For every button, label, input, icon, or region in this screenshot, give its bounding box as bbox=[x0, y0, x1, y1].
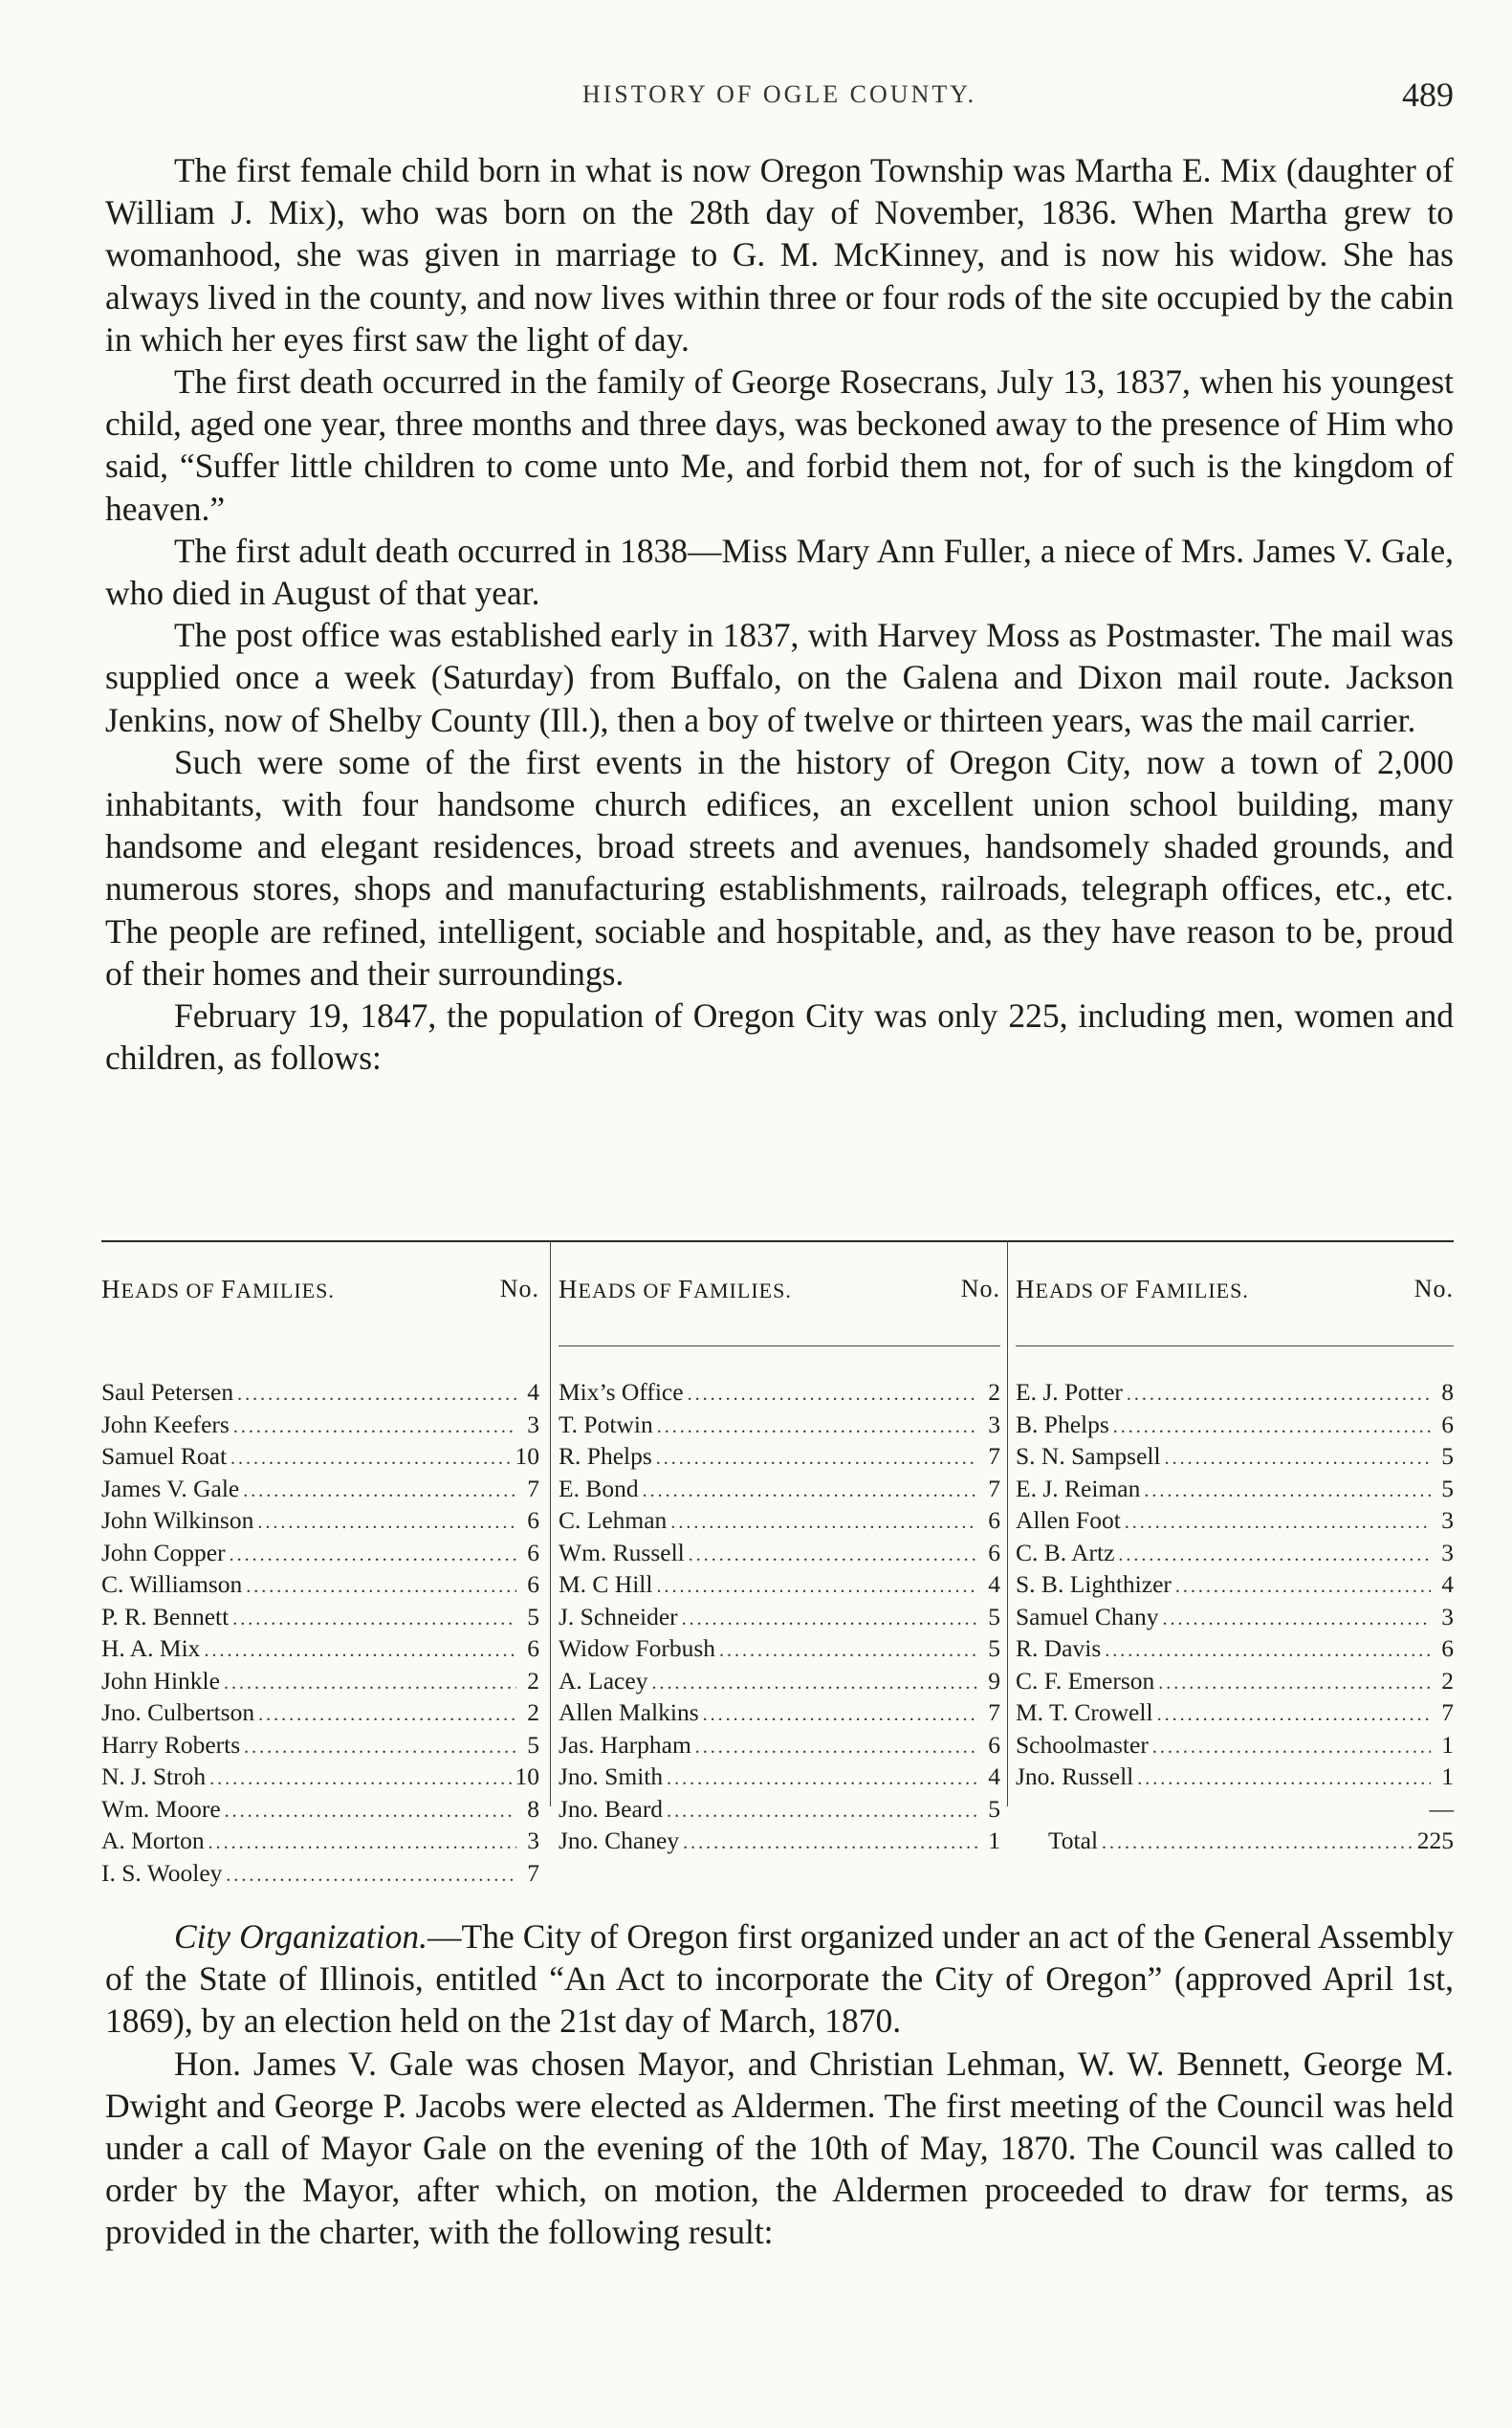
head-of-family: A. Morton bbox=[101, 1826, 205, 1854]
family-count: 3 bbox=[1441, 1506, 1454, 1534]
dot-leader bbox=[683, 1827, 977, 1860]
table-row bbox=[101, 1440, 539, 1473]
dot-leader bbox=[1152, 1732, 1431, 1764]
family-count: 5 bbox=[988, 1794, 1000, 1823]
dot-leader bbox=[1157, 1699, 1431, 1732]
table-top-rule bbox=[101, 1240, 1454, 1242]
paragraph-city-organization: City Organization.—The City of Oregon first organized under an act of the General Assembly of the State of Illinois, entitled “An Act to incorporate the City of Oregon” (approved April 1st, 1869), by an election held on the 21st day of March, 1870. bbox=[105, 1917, 1455, 2041]
dot-leader bbox=[1113, 1411, 1431, 1444]
family-count: 5 bbox=[1441, 1442, 1454, 1470]
table-row bbox=[101, 1857, 539, 1890]
table-row bbox=[1016, 1632, 1454, 1665]
dot-leader bbox=[657, 1411, 977, 1444]
dot-leader bbox=[224, 1668, 516, 1700]
family-count: 3 bbox=[1441, 1602, 1454, 1630]
table-row bbox=[559, 1601, 1000, 1633]
table-row bbox=[101, 1665, 539, 1697]
head-of-family: C. Williamson bbox=[101, 1570, 243, 1598]
column-header: HEADS OF FAMILIES. No. bbox=[1016, 1275, 1454, 1303]
dot-leader bbox=[703, 1699, 977, 1732]
dot-leader bbox=[656, 1443, 977, 1476]
table-row bbox=[559, 1376, 1000, 1409]
head-of-family: Wm. Russell bbox=[559, 1538, 685, 1566]
family-count: 2 bbox=[1441, 1666, 1454, 1695]
table-row bbox=[559, 1409, 1000, 1441]
family-count: 6 bbox=[527, 1506, 539, 1534]
header-rule bbox=[559, 1345, 1000, 1346]
family-count: 7 bbox=[988, 1474, 1000, 1502]
table-row bbox=[559, 1761, 1000, 1793]
running-head: HISTORY OF OGLE COUNTY. bbox=[581, 80, 977, 108]
table-row bbox=[101, 1825, 539, 1857]
head-of-family: A. Lacey bbox=[559, 1666, 648, 1695]
dot-leader bbox=[719, 1635, 977, 1668]
table-row bbox=[559, 1473, 1000, 1505]
head-of-family: Samuel Roat bbox=[101, 1442, 228, 1470]
no-label: No. bbox=[960, 1275, 1000, 1302]
family-count: 9 bbox=[988, 1666, 1000, 1695]
table-row bbox=[101, 1761, 539, 1793]
dot-leader bbox=[688, 1379, 977, 1411]
dot-leader bbox=[1105, 1635, 1431, 1668]
head-of-family: Allen Malkins bbox=[559, 1698, 699, 1726]
table-row bbox=[1016, 1601, 1454, 1633]
dot-leader bbox=[1118, 1540, 1431, 1572]
family-count: 6 bbox=[1441, 1634, 1454, 1662]
family-count: 3 bbox=[988, 1410, 1000, 1438]
family-count: 7 bbox=[988, 1442, 1000, 1470]
family-count: 2 bbox=[988, 1378, 1000, 1406]
family-count: 5 bbox=[988, 1634, 1000, 1662]
head-of-family: Wm. Moore bbox=[101, 1794, 221, 1823]
family-count: 10 bbox=[515, 1442, 539, 1470]
head-of-family: Mix’s Office bbox=[559, 1378, 684, 1406]
family-count: 3 bbox=[527, 1826, 539, 1854]
head-of-family: Jno. Culbertson bbox=[101, 1698, 255, 1726]
dot-leader bbox=[226, 1860, 516, 1892]
paragraph-post-office: The post office was established early in 1837, with Harvey Moss as Postmaster. The mail was supplied once a week (Saturday) from Buffalo, on the Galena and Dixon mail route. Jackson Jenkins, now of Shelby County (Ill.), then a boy of twelve or thirteen years, was the mail carrier. bbox=[105, 616, 1454, 739]
head-of-family: John Wilkinson bbox=[101, 1506, 254, 1534]
table-row bbox=[101, 1409, 539, 1441]
body-text bbox=[105, 149, 1454, 1079]
table-row bbox=[101, 1696, 539, 1729]
head-of-family: E. J. Potter bbox=[1016, 1378, 1123, 1406]
head-of-family: B. Phelps bbox=[1016, 1410, 1109, 1438]
table-row bbox=[559, 1440, 1000, 1473]
page-header bbox=[105, 75, 1454, 122]
total-row bbox=[1016, 1825, 1454, 1857]
head-of-family: P. R. Bennett bbox=[101, 1602, 230, 1630]
family-count: 6 bbox=[527, 1634, 539, 1662]
header-rule bbox=[1016, 1345, 1454, 1346]
family-count: 4 bbox=[527, 1378, 539, 1406]
family-count: 8 bbox=[527, 1794, 539, 1823]
head-of-family: E. J. Reiman bbox=[1016, 1474, 1141, 1502]
family-count: 1 bbox=[1441, 1762, 1454, 1790]
dot-leader bbox=[1127, 1379, 1431, 1411]
head-of-family: T. Potwin bbox=[559, 1410, 653, 1438]
family-count: 6 bbox=[527, 1570, 539, 1598]
dot-leader bbox=[257, 1507, 516, 1540]
no-label: No. bbox=[499, 1275, 539, 1302]
dot-leader bbox=[244, 1732, 516, 1764]
population-table bbox=[101, 1240, 1454, 1887]
city-organization-section bbox=[105, 1915, 1454, 2254]
dot-leader bbox=[243, 1476, 516, 1508]
family-count: 4 bbox=[988, 1762, 1000, 1790]
total-rule-row bbox=[1016, 1793, 1454, 1826]
column-rows bbox=[1016, 1376, 1454, 1857]
family-count: 4 bbox=[988, 1570, 1000, 1598]
family-count: 10 bbox=[515, 1762, 539, 1790]
dot-leader bbox=[208, 1827, 516, 1860]
family-count: 6 bbox=[988, 1730, 1000, 1759]
table-row bbox=[559, 1665, 1000, 1697]
head-of-family: N. J. Stroh bbox=[101, 1762, 207, 1790]
family-count: 5 bbox=[1441, 1474, 1454, 1502]
head-of-family: R. Phelps bbox=[559, 1442, 652, 1470]
table-row bbox=[1016, 1696, 1454, 1729]
family-count: 3 bbox=[1441, 1538, 1454, 1566]
table-row bbox=[1016, 1761, 1454, 1793]
dot-leader bbox=[651, 1668, 977, 1700]
family-count: 1 bbox=[988, 1826, 1000, 1854]
dot-leader bbox=[1162, 1604, 1431, 1636]
table-row bbox=[101, 1632, 539, 1665]
head-of-family: James V. Gale bbox=[101, 1474, 240, 1502]
family-count: 2 bbox=[527, 1698, 539, 1726]
head-of-family: Saul Petersen bbox=[101, 1378, 234, 1406]
head-of-family: E. Bond bbox=[559, 1474, 639, 1502]
dot-leader bbox=[1144, 1476, 1431, 1508]
table-row bbox=[1016, 1409, 1454, 1441]
table-row bbox=[559, 1793, 1000, 1826]
table-row bbox=[559, 1537, 1000, 1569]
family-count: 7 bbox=[527, 1474, 539, 1502]
paragraph-first-council: Hon. James V. Gale was chosen Mayor, and Christian Lehman, W. W. Bennett, George M. Dwight and George P. Jacobs were elected as Aldermen. The first meeting of the Council was held under a call of Mayor Gale on the evening of the 10th of May, 1870. The Council was called to order by the Mayor, after which, on motion, the Aldermen proceeded to draw for terms, as provided in the charter, with the following result: bbox=[105, 2044, 1454, 2252]
head-of-family: C. B. Artz bbox=[1016, 1538, 1115, 1566]
dot-leader bbox=[230, 1540, 516, 1572]
dot-leader bbox=[204, 1635, 516, 1668]
table-row bbox=[101, 1601, 539, 1633]
column-header: HEADS OF FAMILIES. No. bbox=[101, 1275, 539, 1303]
page-number: 489 bbox=[1402, 76, 1454, 114]
dot-leader bbox=[232, 1604, 516, 1636]
paragraph-oregon-city: Such were some of the first events in the history of Oregon City, now a town of 2,000 inhabitants, with four handsome church edifices, an excellent union school building, many handsome and elegant residences, broad streets and avenues, handsomely shaded grounds, and numerous stores, shops and manufacturing establishments, railroads, telegraph offices, etc., etc. The people are refined, intelligent, sociable and hospitable, and, as they have reason to be, proud of their homes and their surroundings. bbox=[105, 742, 1454, 993]
head-of-family: Jno. Beard bbox=[559, 1794, 664, 1823]
table-row bbox=[101, 1729, 539, 1761]
head-of-family: C. F. Emerson bbox=[1016, 1666, 1155, 1695]
family-count: 6 bbox=[1441, 1410, 1454, 1438]
head-of-family: C. Lehman bbox=[559, 1506, 668, 1534]
family-count: 7 bbox=[527, 1858, 539, 1887]
head-of-family: S. N. Sampsell bbox=[1016, 1442, 1161, 1470]
head-of-family: Jno. Chaney bbox=[559, 1826, 680, 1854]
head-of-family: Jno. Smith bbox=[559, 1762, 664, 1790]
table-row bbox=[559, 1729, 1000, 1761]
head-of-family: Schoolmaster bbox=[1016, 1730, 1149, 1759]
head-of-family: R. Davis bbox=[1016, 1634, 1102, 1662]
family-count: 1 bbox=[1441, 1730, 1454, 1759]
dot-leader bbox=[1175, 1571, 1431, 1604]
table-row bbox=[1016, 1440, 1454, 1473]
table-row bbox=[559, 1825, 1000, 1857]
table-row bbox=[101, 1376, 539, 1409]
column-rows bbox=[101, 1376, 539, 1889]
dot-leader bbox=[695, 1732, 977, 1764]
family-count: 6 bbox=[988, 1506, 1000, 1534]
head-of-family: M. C Hill bbox=[559, 1570, 653, 1598]
head-of-family: Samuel Chany bbox=[1016, 1602, 1159, 1630]
family-count: 7 bbox=[988, 1698, 1000, 1726]
table-row bbox=[101, 1537, 539, 1569]
family-count: 4 bbox=[1441, 1570, 1454, 1598]
table-row bbox=[559, 1504, 1000, 1537]
section-heading: City Organization. bbox=[174, 1917, 428, 1956]
family-count: 6 bbox=[988, 1538, 1000, 1566]
dot-leader bbox=[233, 1411, 516, 1444]
dot-leader bbox=[656, 1571, 977, 1604]
dot-leader bbox=[246, 1571, 516, 1604]
head-of-family: John Copper bbox=[101, 1538, 226, 1566]
dot-leader bbox=[1158, 1668, 1431, 1700]
table-row bbox=[559, 1568, 1000, 1601]
dot-leader bbox=[667, 1763, 977, 1796]
family-count: 2 bbox=[527, 1666, 539, 1695]
head-of-family: Jno. Russell bbox=[1016, 1762, 1134, 1790]
dot-leader bbox=[682, 1604, 977, 1636]
dot-leader bbox=[225, 1796, 516, 1828]
table-row bbox=[1016, 1473, 1454, 1505]
head-of-family: John Keefers bbox=[101, 1410, 230, 1438]
column-header: HEADS OF FAMILIES. No. bbox=[559, 1275, 1000, 1303]
column-divider bbox=[1007, 1240, 1008, 1806]
head-of-family: John Hinkle bbox=[101, 1666, 220, 1695]
paragraph-first-adult-death: The first adult death occurred in 1838—Miss Mary Ann Fuller, a niece of Mrs. James V. Gale, who died in August of that year. bbox=[105, 531, 1454, 613]
dot-leader bbox=[689, 1540, 977, 1572]
family-count: 7 bbox=[1441, 1698, 1454, 1726]
head-of-family: H. A. Mix bbox=[101, 1634, 201, 1662]
head-of-family: Allen Foot bbox=[1016, 1506, 1121, 1534]
dot-leader bbox=[209, 1763, 511, 1796]
dot-leader bbox=[643, 1476, 977, 1508]
table-row bbox=[559, 1696, 1000, 1729]
table-row bbox=[101, 1793, 539, 1826]
column-divider bbox=[550, 1240, 551, 1806]
table-row bbox=[1016, 1376, 1454, 1409]
dot-leader bbox=[1125, 1507, 1431, 1540]
table-row bbox=[101, 1568, 539, 1601]
table-row bbox=[559, 1632, 1000, 1665]
table-row bbox=[1016, 1537, 1454, 1569]
dot-leader bbox=[667, 1796, 977, 1828]
head-of-family: M. T. Crowell bbox=[1016, 1698, 1153, 1726]
total-dash: — bbox=[1429, 1794, 1454, 1823]
table-row bbox=[1016, 1729, 1454, 1761]
head-of-family: Widow Forbush bbox=[559, 1634, 716, 1662]
head-of-family: I. S. Wooley bbox=[101, 1858, 223, 1887]
total-value: 225 bbox=[1416, 1826, 1454, 1854]
dot-leader bbox=[237, 1379, 516, 1411]
table-row bbox=[1016, 1504, 1454, 1537]
dot-leader bbox=[1165, 1443, 1431, 1476]
dot-leader bbox=[1137, 1763, 1431, 1796]
head-of-family: J. Schneider bbox=[559, 1602, 678, 1630]
head-of-family: S. B. Lighthizer bbox=[1016, 1570, 1172, 1598]
table-row bbox=[1016, 1568, 1454, 1601]
family-count: 5 bbox=[527, 1602, 539, 1630]
family-count: 8 bbox=[1441, 1378, 1454, 1406]
paragraph-first-female-child: The first female child born in what is now Oregon Township was Martha E. Mix (daughter of William J. Mix), who was born on the 28th day of November, 1836. When Martha grew to womanhood, she was given in marriage to G. M. McKinney, and is now his widow. She has always lived in the county, and now lives within three or four rods of the site occupied by the cabin in which her eyes first saw the light of day. bbox=[105, 151, 1454, 359]
dot-leader bbox=[230, 1443, 511, 1476]
dot-leader bbox=[1102, 1827, 1413, 1860]
table-row bbox=[101, 1504, 539, 1537]
family-count: 6 bbox=[527, 1538, 539, 1566]
paragraph-first-death: The first death occurred in the family of George Rosecrans, July 13, 1837, when his youngest child, aged one year, three months and three days, was beckoned away to the presence of Him who said, “Suffer little children to come unto Me, and forbid them not, for of such is the kingdom of heaven.” bbox=[105, 362, 1454, 528]
family-count: 5 bbox=[527, 1730, 539, 1759]
family-count: 3 bbox=[527, 1410, 539, 1438]
table-row bbox=[101, 1473, 539, 1505]
head-of-family: Jas. Harpham bbox=[559, 1730, 691, 1759]
column-rows bbox=[559, 1376, 1000, 1857]
paragraph-population: February 19, 1847, the population of Oregon City was only 225, including men, women and children, as follows: bbox=[105, 996, 1454, 1078]
family-count: 5 bbox=[988, 1602, 1000, 1630]
table-row bbox=[1016, 1665, 1454, 1697]
head-of-family: Harry Roberts bbox=[101, 1730, 241, 1759]
dot-leader bbox=[670, 1507, 977, 1540]
no-label: No. bbox=[1413, 1275, 1454, 1302]
total-label: Total bbox=[1048, 1826, 1099, 1854]
dot-leader bbox=[258, 1699, 516, 1732]
